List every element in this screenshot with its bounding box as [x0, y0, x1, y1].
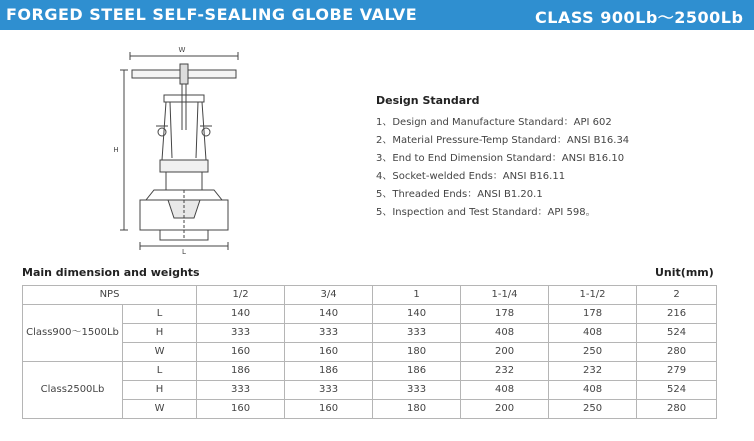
table-cell: 333	[197, 381, 285, 400]
standard-item: 1、Design and Manufacture Standard：API 602	[376, 117, 612, 128]
dimensions-table	[22, 285, 717, 419]
table-row	[23, 343, 717, 362]
dimension-label: W	[123, 343, 197, 362]
nps-size: 1/2	[197, 286, 285, 305]
nps-header: NPS	[23, 286, 197, 305]
table-cell: 186	[197, 362, 285, 381]
dimensions-heading: Main dimension and weights	[22, 266, 200, 279]
table-cell: 160	[285, 400, 373, 419]
table-cell: 333	[373, 381, 461, 400]
table-cell: 180	[373, 400, 461, 419]
h-dimension-label: H	[113, 146, 119, 154]
standard-item: 5、Threaded Ends：ANSI B1.20.1	[376, 189, 543, 200]
nps-size: 1	[373, 286, 461, 305]
table-cell: 186	[373, 362, 461, 381]
dimension-label: L	[123, 305, 197, 324]
table-cell: 280	[637, 343, 717, 362]
table-cell: 408	[549, 324, 637, 343]
table-cell: 333	[373, 324, 461, 343]
table-row	[23, 362, 717, 381]
table-cell: 280	[637, 400, 717, 419]
nps-size: 2	[637, 286, 717, 305]
w-dimension-label: W	[178, 46, 186, 54]
nps-size: 3/4	[285, 286, 373, 305]
nps-size: 1-1/2	[549, 286, 637, 305]
table-cell: 333	[285, 381, 373, 400]
table-header-row	[23, 286, 717, 305]
table-cell: 186	[285, 362, 373, 381]
table-cell: 333	[197, 324, 285, 343]
standard-item: 2、Material Pressure-Temp Standard：ANSI B16.34	[376, 135, 630, 146]
table-cell: 178	[549, 305, 637, 324]
class-range-title: CLASS 900Lb～2500Lb	[535, 8, 744, 27]
table-cell: 408	[549, 381, 637, 400]
standard-item: 5、Inspection and Test Standard：API 598。	[376, 207, 596, 218]
table-cell: 216	[637, 305, 717, 324]
table-row	[23, 305, 717, 324]
l-dimension-label: L	[182, 248, 186, 255]
class-name-cell: Class900～1500Lb	[23, 305, 123, 362]
standard-item: 3、End to End Dimension Standard：ANSI B16.10	[376, 153, 625, 164]
table-cell: 408	[461, 324, 549, 343]
product-title: FORGED STEEL SELF-SEALING GLOBE VALVE	[6, 5, 418, 24]
dimension-label: W	[123, 400, 197, 419]
title-banner	[0, 0, 754, 30]
design-standard-section	[376, 94, 736, 222]
table-cell: 140	[285, 305, 373, 324]
design-standard-heading: Design Standard	[376, 94, 480, 107]
nps-size: 1-1/4	[461, 286, 549, 305]
table-row	[23, 400, 717, 419]
table-cell: 140	[373, 305, 461, 324]
table-row	[23, 324, 717, 343]
dimension-label: H	[123, 324, 197, 343]
table-cell: 232	[549, 362, 637, 381]
table-row	[23, 381, 717, 400]
dimension-label: L	[123, 362, 197, 381]
table-cell: 160	[197, 343, 285, 362]
table-cell: 200	[461, 400, 549, 419]
unit-label: Unit(mm)	[655, 266, 714, 279]
table-cell: 140	[197, 305, 285, 324]
table-cell: 524	[637, 381, 717, 400]
table-cell: 408	[461, 381, 549, 400]
class-name-cell: Class2500Lb	[23, 362, 123, 419]
table-cell: 279	[637, 362, 717, 381]
table-cell: 180	[373, 343, 461, 362]
table-cell: 250	[549, 343, 637, 362]
table-cell: 232	[461, 362, 549, 381]
valve-drawing	[110, 40, 250, 255]
table-cell: 160	[197, 400, 285, 419]
table-cell: 160	[285, 343, 373, 362]
standard-item: 4、Socket-welded Ends：ANSI B16.11	[376, 171, 566, 182]
table-cell: 200	[461, 343, 549, 362]
table-cell: 250	[549, 400, 637, 419]
table-cell: 178	[461, 305, 549, 324]
dimension-label: H	[123, 381, 197, 400]
table-cell: 333	[285, 324, 373, 343]
table-cell: 524	[637, 324, 717, 343]
